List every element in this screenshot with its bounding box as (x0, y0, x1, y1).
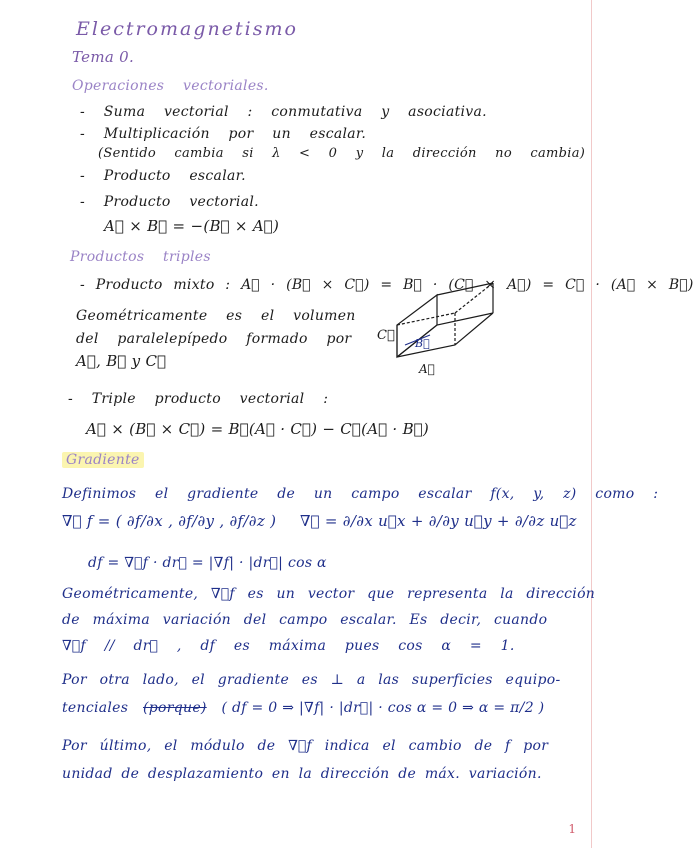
text-line: del paralelepípedo formado por (76, 331, 352, 347)
equation: ∇⃗ f = ( ∂f/∂x , ∂f/∂y , ∂f/∂z ) (62, 512, 277, 530)
page-title: Electromagnetismo (76, 18, 298, 40)
section-heading-operaciones: Operaciones vectoriales. (72, 78, 269, 94)
text-line: - Producto vectorial. (80, 194, 259, 210)
text-line: Por último, el módulo de ∇⃗f indica el cambio de f por (62, 738, 549, 754)
text-line: A⃗, B⃗ y C⃗ (76, 352, 167, 370)
section-heading-gradiente (62, 452, 144, 468)
text-line: Geométricamente, ∇⃗f es un vector que representa la dirección (62, 586, 596, 602)
text-line (62, 700, 544, 716)
text-line: (Sentido cambia si λ < 0 y la dirección no cambia) (98, 146, 586, 161)
text-line: de máxima variación del campo escalar. Es decir, cuando (62, 612, 548, 628)
highlighted-heading: Gradiente (62, 452, 144, 468)
text-line: Definimos el gradiente de un campo escalar f(x, y, z) como : (62, 486, 659, 502)
margin-line (591, 0, 592, 848)
crossed-out-word: (porque) (143, 700, 207, 716)
section-heading-productos-triples: Productos triples (70, 249, 211, 265)
text-line: - Multiplicación por un escalar. (80, 126, 367, 142)
topic-heading: Tema 0. (72, 48, 135, 66)
equation: A⃗ × B⃗ = −(B⃗ × A⃗) (104, 217, 280, 235)
equation: ∇⃗ = ∂/∂x u⃗x + ∂/∂y u⃗y + ∂/∂z u⃗z (300, 512, 577, 530)
text-line: - Triple producto vectorial : (68, 391, 329, 407)
text-line: unidad de desplazamiento en la dirección de máx. variación. (62, 766, 542, 782)
figure-label-c: C⃗ (377, 328, 395, 343)
parallelepiped-figure (375, 295, 505, 375)
text-line: - Producto escalar. (80, 168, 246, 184)
text-line: Por otra lado, el gradiente es ⊥ a las superficies equipo- (62, 672, 561, 688)
page-number: 1 (568, 822, 576, 836)
text-fragment: tenciales (62, 700, 129, 716)
equation: A⃗ × (B⃗ × C⃗) = B⃗(A⃗ · C⃗) − C⃗(A⃗ · B⃗) (86, 420, 430, 438)
figure-label-b: B⃗ (415, 337, 430, 350)
text-line: ∇⃗f // dr⃗ , df es máxima pues cos α = 1. (62, 638, 515, 654)
text-line: Geométricamente es el volumen (76, 308, 356, 324)
figure-label-a: A⃗ (419, 362, 435, 376)
equation: ( df = 0 ⇒ |∇f| · |dr⃗| · cos α = 0 ⇒ α = π/2 ) (221, 700, 545, 716)
text-line: - Suma vectorial : conmutativa y asociativa. (80, 104, 487, 120)
equation: - Producto mixto : A⃗ · (B⃗ × C⃗) = B⃗ · (C⃗ × A⃗) = C⃗ · (A⃗ × B⃗) (80, 277, 694, 293)
equation: df = ∇⃗f · dr⃗ = |∇f| · |dr⃗| cos α (88, 555, 327, 571)
